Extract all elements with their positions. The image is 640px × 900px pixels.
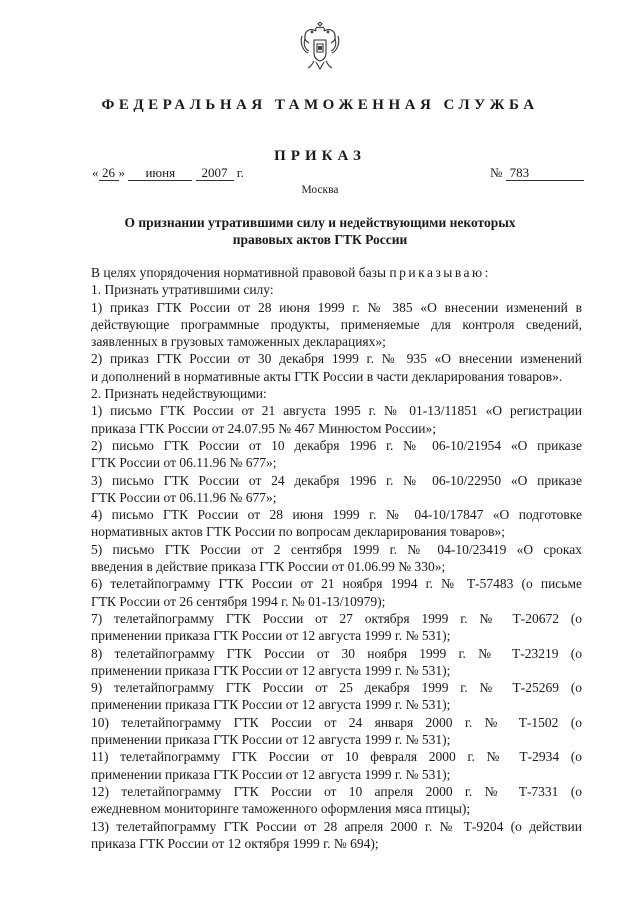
body-line: [91, 575, 582, 592]
body-line: [91, 472, 582, 489]
body-line-text: применении приказа ГТК России от 12 августа 1999 г. № 531);: [91, 662, 451, 678]
body-line: [91, 489, 582, 506]
body-line: [91, 350, 582, 367]
body-line: [91, 454, 582, 471]
body-line-text: 1) письмо ГТК России от 21 августа 1995 г. № 01-13/11851 «О регистрации: [91, 403, 582, 419]
double-headed-eagle-icon: [297, 22, 343, 72]
body-line: [91, 420, 582, 437]
body-line: [91, 818, 582, 835]
body-line: [91, 610, 582, 627]
body-line: [91, 748, 582, 765]
body-line: [91, 281, 582, 298]
body-line-text: 4) письмо ГТК России от 28 июня 1999 г. № 04-10/17847 «О подготовке: [91, 507, 582, 523]
body-line: [91, 316, 582, 333]
order-number: [490, 165, 584, 181]
body-line: [91, 731, 582, 748]
body-line-text: 12) телетайпограмму ГТК России от 10 апреля 2000 г. № Т-7331 (о: [91, 783, 582, 799]
body-line-text: 1. Признать утратившими силу:: [91, 282, 274, 298]
date-year: 2007: [196, 166, 234, 181]
body-line-text: 2. Признать недействующими:: [91, 386, 267, 402]
body-line-text: ежедневном мониторинге таможенного оформления мяса птицы);: [91, 801, 471, 817]
subject-line: правовых актов ГТК России: [232, 232, 408, 247]
body-line-text: и дополнений в нормативные акты ГТК России в части декларирования товаров».: [91, 368, 563, 384]
body-line-text: приказа ГТК России от 24.07.95 № 467 Минюстом России»;: [91, 420, 436, 436]
number-value: 783: [506, 166, 584, 181]
body-line-text: 10) телетайпограмму ГТК России от 24 января 2000 г. № Т-1502 (о: [91, 714, 582, 730]
body-line-text: применении приказа ГТК России от 12 августа 1999 г. № 531);: [91, 628, 451, 644]
body-line-text: применении приказа ГТК России от 12 августа 1999 г. № 531);: [91, 732, 451, 748]
body-line: [91, 333, 582, 350]
body-line-text: 6) телетайпограмму ГТК России от 21 ноября 1994 г. № Т-57483 (о письме: [91, 576, 582, 592]
body-line-text: 9) телетайпограмму ГТК России от 25 декабря 1999 г. № Т-25269 (о: [91, 680, 582, 696]
body-line: [91, 696, 582, 713]
body-line-text: ГТК России от 26 сентября 1994 г. № 01-13/10979);: [91, 593, 386, 609]
date-year-suffix: г.: [236, 165, 244, 180]
date-day: 26: [99, 166, 119, 181]
date-close-quote: »: [118, 165, 125, 180]
city-name: Москва: [301, 184, 339, 196]
body-line-text: нормативных актов ГТК России по вопросам декларирования товаров»;: [91, 524, 506, 540]
body-line-text: применении приказа ГТК России от 12 августа 1999 г. № 531);: [91, 697, 451, 713]
body-line: [91, 506, 582, 523]
body-line: [91, 402, 582, 419]
body-line: [91, 679, 582, 696]
body-line-text: 5) письмо ГТК России от 2 сентября 1999 г. № 04-10/23419 «О сроках: [91, 541, 582, 557]
body-line: [91, 662, 582, 679]
body-line: [91, 714, 582, 731]
number-label: №: [490, 165, 503, 180]
body-line-text: В целях упорядочения нормативной правовой базы: [91, 265, 387, 280]
body-line-spaced-word: приказываю:: [389, 265, 491, 280]
body-line: [91, 558, 582, 575]
date-open-quote: «: [92, 165, 99, 180]
body-line: [91, 627, 582, 644]
body-line: [91, 264, 582, 281]
body-line-text: применении приказа ГТК России от 12 августа 1999 г. № 531);: [91, 766, 451, 782]
body-line: [91, 541, 582, 558]
body-line-text: введения в действие приказа ГТК России от 01.06.99 № 330»;: [91, 559, 446, 575]
body-line: [91, 835, 582, 852]
body-line: [91, 385, 582, 402]
order-subject: [100, 214, 540, 248]
body-line: [91, 645, 582, 662]
body-line-text: ГТК России от 06.11.96 № 677»;: [91, 489, 277, 505]
body-line-text: 2) приказ ГТК России от 30 декабря 1999 г. № 935 «О внесении изменений: [91, 351, 582, 367]
body-line-text: действующие программные продукты, применяемые для контроля сведений,: [91, 316, 582, 332]
body-line-text: приказа ГТК России от 12 октября 1999 г. № 694);: [91, 835, 379, 851]
subject-line: О признании утратившими силу и недействующими некоторых: [124, 215, 516, 230]
body-line: [91, 523, 582, 540]
coat-of-arms-emblem: [297, 22, 343, 72]
body-line-text: 8) телетайпограмму ГТК России от 30 ноября 1999 г. № Т-23219 (о: [91, 645, 582, 661]
body-line: [91, 593, 582, 610]
document-type-title: ПРИКАЗ: [274, 148, 366, 164]
body-line: [91, 437, 582, 454]
body-line-text: заявленных в грузовых таможенных декларациях»;: [91, 334, 386, 350]
body-line: [91, 800, 582, 817]
body-line: [91, 368, 582, 385]
body-line-text: 3) письмо ГТК России от 24 декабря 1996 г. № 06-10/22950 «О приказе: [91, 472, 582, 488]
agency-name: ФЕДЕРАЛЬНАЯ ТАМОЖЕННАЯ СЛУЖБА: [101, 97, 539, 113]
order-body: [91, 264, 582, 852]
body-line: [91, 299, 582, 316]
body-line: [91, 783, 582, 800]
body-line-text: 7) телетайпограмму ГТК России от 27 октября 1999 г. № Т-20672 (о: [91, 610, 582, 626]
body-line: [91, 766, 582, 783]
body-line-text: 13) телетайпограмму ГТК России от 28 апреля 2000 г. № Т-9204 (о действии: [91, 818, 582, 834]
body-line-text: 11) телетайпограмму ГТК России от 10 февраля 2000 г. № Т-2934 (о: [91, 749, 582, 765]
order-date: [92, 165, 244, 181]
date-month: июня: [128, 166, 192, 181]
body-line-text: ГТК России от 06.11.96 № 677»;: [91, 455, 277, 471]
body-line-text: 1) приказ ГТК России от 28 июня 1999 г. № 385 «О внесении изменений в: [91, 299, 582, 315]
body-line-text: 2) письмо ГТК России от 10 декабря 1996 г. № 06-10/21954 «О приказе: [91, 437, 582, 453]
